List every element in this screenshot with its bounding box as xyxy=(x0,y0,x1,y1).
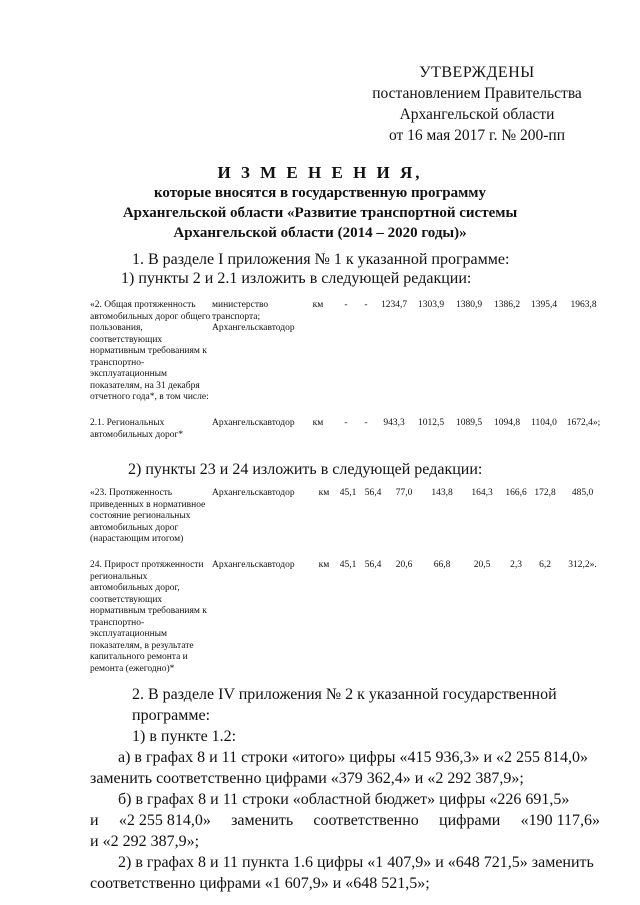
table-row xyxy=(90,560,605,675)
value-cell: - xyxy=(364,418,368,428)
value-cell: 1104,0 xyxy=(531,418,557,428)
approval-line-3: от 16 мая 2017 г. № 200-пп xyxy=(388,127,566,144)
section-1-item: 1. В разделе I приложения № 1 к указанной программе: xyxy=(132,251,510,268)
paragraph-a-line-2: заменить соответственно цифрами «379 362,4» и «2 292 387,9»; xyxy=(90,770,524,787)
value-cell: - xyxy=(344,418,348,428)
value-cell: 1094,8 xyxy=(493,418,521,428)
value-cell: 1234,7 xyxy=(380,300,408,310)
paragraph-b-word: «2 255 814,0» xyxy=(118,812,211,829)
value-cell: 143,8 xyxy=(431,488,453,498)
responsible-org: Архангельскавтодор xyxy=(212,488,295,498)
unit-cell: км xyxy=(318,488,330,498)
value-cell: 1672,4»; xyxy=(566,418,601,428)
value-cell: 1380,9 xyxy=(455,300,483,310)
heading-title: И З М Е Н Е Н И Я, xyxy=(217,163,423,182)
value-cell: 312,2». xyxy=(568,560,597,570)
value-cell: 1303,9 xyxy=(417,300,445,310)
value-cell: 172,8 xyxy=(534,488,556,498)
indicators-table-2 xyxy=(90,488,605,675)
approval-line-2: Архангельской области xyxy=(399,106,555,123)
value-cell: 45,1 xyxy=(339,560,357,570)
value-cell: 56,4 xyxy=(364,560,382,570)
value-cell: 6,2 xyxy=(539,560,551,570)
section-1-sub-1: 1) пункты 2 и 2.1 изложить в следующей редакции: xyxy=(121,270,472,287)
value-cell: 45,1 xyxy=(339,488,357,498)
heading-line-2: Архангельской области «Развитие транспортной системы xyxy=(122,205,518,221)
section-2-sub-1: 1) в пункте 1.2: xyxy=(132,728,237,745)
paragraph-b-word: и xyxy=(90,812,99,829)
section-2 xyxy=(90,684,600,894)
table-row xyxy=(90,418,605,441)
indicator-name: 2.1. Региональных автомобильных дорог* xyxy=(90,418,184,440)
value-cell: - xyxy=(344,300,348,310)
approval-stamp xyxy=(362,62,592,146)
responsible-org: Архангельскавтодор xyxy=(212,418,295,428)
value-cell: 164,3 xyxy=(471,488,493,498)
value-cell: 66,8 xyxy=(433,560,451,570)
approval-line-1: постановлением Правительства xyxy=(372,85,582,102)
document-heading xyxy=(100,163,540,243)
value-cell: 1386,2 xyxy=(493,300,521,310)
responsible-org: министерство транспорта; Архангельскавтодор xyxy=(212,300,295,333)
value-cell: - xyxy=(364,300,368,310)
heading-line-3: Архангельской области (2014 – 2020 годы)» xyxy=(173,225,467,241)
paragraph-b-word: цифрами xyxy=(439,812,501,829)
approval-title: УТВЕРЖДЕНЫ xyxy=(419,64,535,81)
paragraph-b-line-3: и «2 292 387,9»; xyxy=(90,833,200,850)
unit-cell: км xyxy=(318,560,330,570)
paragraph-c-line-2: соответственно цифрами «1 607,9» и «648 521,5»; xyxy=(90,875,430,892)
value-cell: 1395,4 xyxy=(530,300,558,310)
table-row xyxy=(90,300,605,418)
paragraph-a-line-1: а) в графах 8 и 11 строки «итого» цифры «415 936,3» и «2 255 814,0» xyxy=(118,749,589,766)
indicators-table-1 xyxy=(90,300,605,441)
value-cell: 166,6 xyxy=(505,488,527,498)
value-cell: 1012,5 xyxy=(417,418,445,428)
section-1-sub-2: 2) пункты 23 и 24 изложить в следующей редакции: xyxy=(128,461,483,478)
paragraph-b-line-1: б) в графах 8 и 11 строки «областной бюджет» цифры «226 691,5» xyxy=(118,791,570,808)
responsible-org: Архангельскавтодор xyxy=(212,560,295,570)
value-cell: 1089,5 xyxy=(455,418,483,428)
indicator-name: 24. Прирост протяженности региональных автомобильных дорог, соответствующих нормативным требованиям к транспортно-эксплуатационным показателям, в результате капитального ремонта и ремонта (ежегодно)* xyxy=(90,560,207,674)
paragraph-b-word: «190 117,6» xyxy=(520,812,600,829)
paragraph-b-word: соответственно xyxy=(313,812,419,829)
value-cell: 20,5 xyxy=(473,560,491,570)
value-cell: 943,3 xyxy=(383,418,405,428)
value-cell: 20,6 xyxy=(395,560,413,570)
value-cell: 56,4 xyxy=(364,488,382,498)
paragraph-b-word: заменить xyxy=(231,812,294,829)
heading-line-1: которые вносятся в государственную программу xyxy=(153,185,487,201)
section-2-item: 2. В разделе IV приложения № 2 к указанной государственной программе: xyxy=(132,686,557,724)
value-cell: 2,3 xyxy=(510,560,522,570)
indicator-name: «2. Общая протяженность автомобильных дорог общего пользования, соответствующих нормативным требованиям к транспортно-эксплуатационным показателям, на 31 декабря отчетного года*, в том числе: xyxy=(90,300,211,402)
value-cell: 1963,8 xyxy=(570,300,597,310)
value-cell: 77,0 xyxy=(395,488,413,498)
paragraph-c-line-1: 2) в графах 8 и 11 пункта 1.6 цифры «1 407,9» и «648 721,5» заменить xyxy=(118,854,594,871)
unit-cell: км xyxy=(312,418,324,428)
value-cell: 485,0 xyxy=(571,488,594,498)
table-row xyxy=(90,488,605,560)
indicator-name: «23. Протяженность приведенных в нормативное состояние региональных автомобильных дорог (нарастающим итогом) xyxy=(90,488,206,544)
unit-cell: км xyxy=(312,300,324,310)
paragraph-b-line-2 xyxy=(90,810,600,831)
